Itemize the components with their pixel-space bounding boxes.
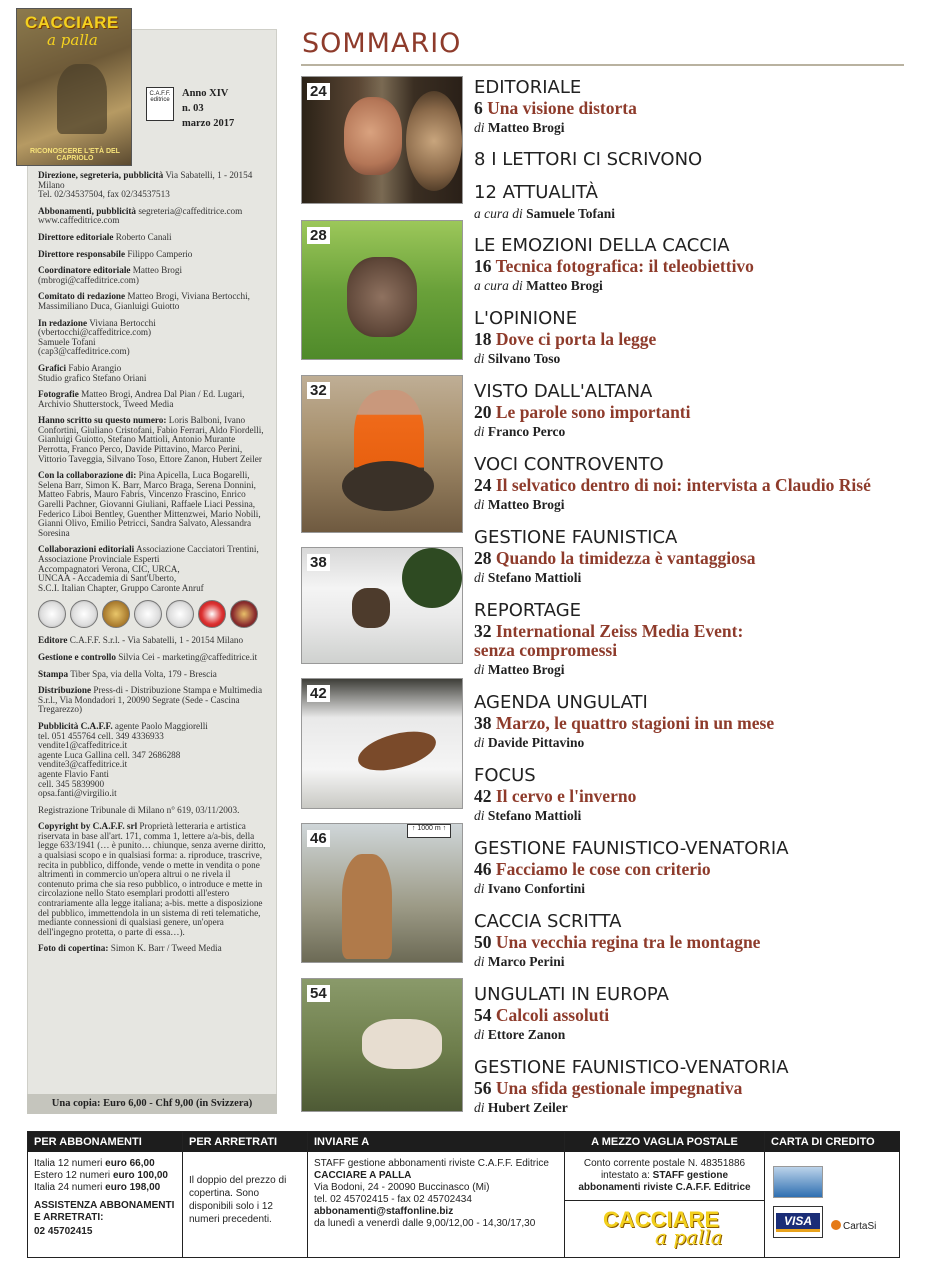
toc-author-line [474,349,914,368]
article-photo[interactable] [301,978,463,1112]
sub-plan-label: Italia 24 numeri [34,1182,103,1193]
toc-author: Stefano Mattioli [487,570,582,585]
toc-page: 38 [474,713,492,733]
masthead-block [38,822,268,937]
toc-author: Ettore Zanon [487,1027,566,1042]
toc-title: Calcoli assoluti [495,1005,610,1025]
toc-entry[interactable] [474,838,914,898]
toc-by: di [474,351,485,366]
toc-by: di [474,662,485,677]
toc-section: GESTIONE FAUNISTICO-VENATORIA [474,1057,789,1078]
toc-section: ATTUALITÀ [502,182,598,203]
toc-section: VOCI CONTROVENTO [474,454,664,475]
toc-author-line [474,118,914,137]
toc-author: Marco Perini [487,954,565,969]
toc-section: CACCIA SCRITTA [474,911,622,932]
issue-number: n. 03 [182,103,204,114]
toc-entry[interactable] [474,381,914,441]
toc-article[interactable] [474,714,914,733]
toc-entry[interactable] [474,984,914,1044]
send-to-email[interactable]: abbonamenti@staffonline.biz [314,1206,454,1217]
toc-page: 54 [474,1005,492,1025]
toc-article[interactable] [474,403,914,422]
toc-author-line [474,806,914,825]
masthead-text: Loris Balboni, Ivano Confortini, Giuliano Cristofani, Fabio Ferrari, Aldo Fiordelli, Gianluigi Guiotto, Stefano Mattioli, Antonio Murante Perrotta, Franco Perco, Davide Pittavino, Marco Perini, Vittorio Taveggia, Silvano Toso, Ettore Zanon, Hubert Zeiler [38,415,264,464]
toc-section-line [474,182,914,204]
postal-order-column [565,1132,765,1257]
toc-title: Una sfida gestionale impegnativa [495,1078,743,1098]
masthead-text: Silvia Cei - marketing@caffeditrice.it [118,651,258,662]
toc-author-line [474,568,914,587]
masthead-text: Matteo Brogi (mbrogi@caffeditrice.com) [38,265,183,285]
assistance-label: ASSISTENZA ABBONAMENTI [34,1200,175,1211]
masthead-text: Proprietà letteraria e artistica riservata in base all'art. 171, comma 1, lettere a/a-bis, della legge 633/1941 (… è punito… chiunque, senza averne diritto, a qualsiasi scopo e in qualsiasi forma: a. riproduce, trascrive, recita in pubblico, diffonde, vende o mette in vendita o pone altrimenti in commercio un'opera altrui o ne rivela il contenuto prima che sia reso pubblico, o introduce e mette in circolazione nello Stato esemplari prodotti all'estero contrariamente alla legge italiana; a-bis. mette a disposizione del pubblico, immettendola in un sistema di reti telematiche, mediante connessioni di qualsiasi genere, un'opera dell'ingegno protetta, o parte di essa…). [38,821,266,937]
masthead-block [38,722,268,799]
masthead-block-group-1 [38,171,268,593]
toc-title: Tecnica fotografica: il teleobiettivo [495,256,754,276]
toc-author: Franco Perco [487,424,566,439]
photo-page-number: 46 [307,830,330,847]
toc-entry[interactable] [474,600,914,679]
masthead-heading: Collaborazioni editoriali [38,544,135,555]
toc-author-line [474,879,914,898]
toc-entry[interactable] [474,1057,914,1117]
photo-page-number: 32 [307,382,330,399]
publisher-logo [146,87,174,121]
article-photo[interactable] [301,823,463,963]
masthead-text: segreteria@caffeditrice.com www.caffeditrice.com [38,205,243,226]
toc-title: Il selvatico dentro di noi: intervista a Claudio Risé [495,475,871,495]
masthead-text: Matteo Brogi, Andrea Dal Pian / Ed. Lugari, Archivio Shutterstock, Tweed Media [38,389,245,409]
toc-article[interactable] [474,933,914,952]
masthead-text: Registrazione Tribunale di Milano n° 619, 03/11/2003. [38,804,240,815]
postal-account: Conto corrente postale N. 48351886 [583,1158,746,1169]
toc-entry[interactable] [474,765,914,825]
boar-figure [342,461,434,511]
visa-icon[interactable] [773,1206,823,1238]
toc-article[interactable] [474,1079,914,1098]
assistance-phone[interactable]: 02 45702415 [34,1226,93,1237]
send-to-body [308,1152,564,1236]
toc-author-line [474,204,914,223]
masthead-block [38,292,268,311]
masthead-heading: Abbonamenti, pubblicità [38,205,137,216]
toc-title: Marzo, le quattro stagioni in un mese [495,713,775,733]
toc-page: 12 [474,182,497,203]
send-to-header: INVIARE A [308,1132,564,1152]
toc-title: Le parole sono importanti [495,402,691,422]
toc-section: REPORTAGE [474,600,582,621]
masthead-block [38,670,268,680]
toc-title: Una visione distorta [487,98,637,118]
toc-entry[interactable] [474,77,914,137]
badge-icon [166,600,194,628]
masthead-text: Tiber Spa, via della Volta, 179 - Brescia [70,668,217,679]
photo-page-number: 24 [307,83,330,100]
toc-author: Matteo Brogi [526,278,603,293]
publisher-logo-sub: editrice [150,97,170,103]
badge-icon [198,600,226,628]
back-issues-text: Il doppio del prezzo di copertina. Sono disponibili solo i 12 numeri precedenti. [189,1175,287,1225]
masthead-heading: Stampa [38,668,69,679]
price-bar: Una copia: Euro 6,00 - Chf 9,00 (in Svizzera) [27,1094,277,1114]
toc-section: GESTIONE FAUNISTICO-VENATORIA [474,838,789,859]
toc-title: Facciamo le cose con criterio [495,859,711,879]
visa-label: VISA [776,1213,820,1232]
cover-title: CACCIARE [25,13,119,32]
masthead-block-group-2 [38,636,268,954]
masthead-heading: Copyright by C.A.F.F. srl [38,821,138,832]
toc-entry[interactable] [474,308,914,368]
masthead-heading: Direttore editoriale [38,231,114,242]
toc-article[interactable] [474,1006,914,1025]
badge-icon [230,600,258,628]
masthead-block [38,416,268,464]
postal-order-body [565,1152,764,1200]
toc-article[interactable] [474,99,914,118]
issue-info [182,86,234,131]
masthead-text: Via Sabatelli, 1 - 20154 Milano Tel. 02/34537504, fax 02/34537513 [38,170,253,200]
masthead-text: Simon K. Barr / Tweed Media [110,943,222,954]
masthead-text: agente Paolo Maggiorelli tel. 051 455764 cell. 349 4336933 vendite1@caffeditrice.it agente Luca Gallina cell. 347 2686288 vendite3@caffeditrice.it agente Flavio Fanti cell. 345 5839900 opsa.fanti@virgilio.it [38,720,208,799]
toc-author: Samuele Tofani [526,206,616,221]
masthead-heading: Grafici [38,362,67,373]
masthead-heading: Foto di copertina: [38,943,109,954]
toc-section: AGENDA UNGULATI [474,692,648,713]
masthead-heading: Hanno scritto su questo numero: [38,415,167,426]
toc-section: FOCUS [474,765,536,786]
toc-author-line [474,1025,914,1044]
photo-page-number: 54 [307,985,330,1002]
send-to-hours: da lunedì a venerdì dalle 9,00/12,00 - 14,30/17,30 [314,1218,536,1229]
toc-by: di [474,497,485,512]
back-issues-header: PER ARRETRATI [183,1132,307,1152]
cartasi-label: CartaSi [843,1221,877,1232]
toc-by: di [474,120,485,135]
amex-icon[interactable] [773,1166,823,1198]
toc-title: Quando la timidezza è vantaggiosa [495,548,756,568]
toc-article[interactable] [474,622,914,641]
cover-subtitle: a palla [47,31,98,49]
toc-entry[interactable] [474,911,914,971]
toc-author: Hubert Zeiler [487,1100,568,1115]
toc-section: LE EMOZIONI DELLA CACCIA [474,235,730,256]
cover-hunter-figure [57,64,107,134]
cover-thumbnail[interactable] [16,8,132,166]
toc-section: UNGULATI IN EUROPA [474,984,669,1005]
title-divider [301,64,904,66]
boar-figure [347,257,417,337]
toc-section: L'OPINIONE [474,308,578,329]
masthead-block [38,250,268,260]
toc-section: EDITORIALE [474,77,582,98]
article-photo[interactable] [301,375,463,533]
article-photo[interactable] [301,76,463,204]
masthead-text: Viviana Bertocchi (vbertocchi@caffeditrice.com) Samuele Tofani (cap3@caffeditrice.com) [38,317,156,357]
toc-author: Ivano Confortini [487,881,586,896]
toc-author-line [474,1098,914,1117]
toc-article[interactable] [474,330,914,349]
masthead-block [38,266,268,285]
send-to-address: Via Bodoni, 24 - 20090 Buccinasco (Mi) [314,1182,490,1193]
toc-entry[interactable] [474,692,914,752]
toc-author: Silvano Toso [487,351,561,366]
sub-plan-price: euro 100,00 [112,1170,168,1181]
issue-date: marzo 2017 [182,118,235,129]
toc-by: di [474,881,485,896]
toc-page: 56 [474,1078,492,1098]
toc-author-line [474,952,914,971]
credit-card-header: CARTA DI CREDITO [765,1132,900,1152]
postal-to-label: intestato a: [600,1170,650,1181]
toc-author-line [474,660,914,679]
toc-by: di [474,954,485,969]
toc-page: 32 [474,621,492,641]
masthead-heading: Direzione, segreteria, pubblicità [38,170,164,180]
toc-entry[interactable] [474,527,914,587]
toc-by: a cura di [474,206,523,221]
subscriptions-body [28,1152,182,1244]
doe-figure [342,854,392,959]
toc-section-line [474,149,914,171]
toc-section: I LETTORI CI SCRIVONO [491,149,703,170]
lion-painting-figure [406,91,462,191]
subscriptions-header: PER ABBONAMENTI [28,1132,182,1152]
article-photo[interactable] [301,220,463,360]
masthead-text: Associazione Cacciatori Trentini, Associazione Provinciale Esperti Accompagnatori Verona, CIC, URCA, UNCAA - Accademia di Sant'Uberto, S.C.I. Italian Chapter, Gruppo Caronte Anruf [38,544,259,593]
toc-by: di [474,808,485,823]
toc-section: VISTO DALL'ALTANA [474,381,653,402]
cartasi-icon [831,1220,841,1230]
article-photo[interactable] [301,678,463,809]
magazine-logo-subtitle: a palla [655,1225,723,1249]
stag-figure [362,1019,442,1069]
masthead-block [38,233,268,243]
photo-page-number: 42 [307,685,330,702]
masthead-block [38,686,268,715]
toc-by: di [474,1100,485,1115]
masthead-heading: In redazione [38,317,88,328]
masthead-block [38,364,268,383]
toc-page: 42 [474,786,492,806]
masthead-block [38,944,268,954]
deer-figure [354,724,440,778]
send-to-magazine: CACCIARE A PALLA [314,1170,412,1181]
badge-icon [38,600,66,628]
send-to-column [308,1132,565,1257]
toc-title-continued[interactable]: senza compromessi [474,640,618,660]
masthead-block [38,636,268,646]
toc-page: 28 [474,548,492,568]
toc-page: 20 [474,402,492,422]
cartasi-logo[interactable] [831,1220,876,1232]
toc-article[interactable] [474,787,914,806]
sub-plan-price: euro 66,00 [105,1158,155,1169]
cover-tagline: RICONOSCERE L'ETÀ DEL CAPRIOLO [30,148,120,162]
masthead-heading: Distribuzione [38,685,92,696]
masthead-text: C.A.F.F. S.r.l. - Via Sabatelli, 1 - 20154 Milano [69,635,244,646]
toc-author: Davide Pittavino [487,735,585,750]
sub-plan-label: Italia 12 numeri [34,1158,103,1169]
back-issues-column [183,1132,308,1257]
toc-author: Matteo Brogi [487,497,565,512]
masthead-block [38,653,268,663]
magazine-logo-title: CACCIARE [603,1207,720,1232]
toc-title: International Zeiss Media Event: [495,621,744,641]
photo-page-number: 28 [307,227,330,244]
toc-author-line [474,422,914,441]
assistance-label-2: E ARRETRATI: [34,1212,104,1223]
masthead-block [38,207,268,226]
sub-plan-price: euro 198,00 [105,1182,161,1193]
masthead-heading: Comitato di redazione [38,291,126,302]
toc-author: Stefano Mattioli [487,808,582,823]
masthead-text: Roberto Canali [115,231,172,242]
toc-by: a cura di [474,278,523,293]
postal-to-name: STAFF gestione [652,1170,729,1181]
tree-figure [402,548,462,608]
masthead-heading: Coordinatore editoriale [38,265,131,276]
toc-author-line [474,276,914,295]
toc-article[interactable] [474,549,914,568]
masthead-text: Fabio Arangio Studio grafico Stefano Oriani [38,362,147,383]
masthead-heading: Con la collaborazione di: [38,470,137,481]
toc-title: Dove ci porta la legge [495,329,657,349]
badge-icon [102,600,130,628]
chamois-figure [352,588,390,628]
credit-card-column [765,1132,900,1257]
masthead-heading: Editore [38,635,68,646]
send-to-phone[interactable]: tel. 02 45702415 - fax 02 45702434 [314,1194,472,1205]
toc-article[interactable] [474,860,914,879]
send-to-line: STAFF gestione abbonamenti riviste C.A.F.F. Editrice [314,1158,549,1169]
masthead-heading: Direttore responsabile [38,248,126,259]
toc-page: 46 [474,859,492,879]
subscriptions-column [28,1132,183,1257]
toc-entry[interactable] [474,235,914,295]
toc-page: 16 [474,256,492,276]
toc-by: di [474,424,485,439]
toc-page: 6 [474,98,483,118]
toc-author: Matteo Brogi [487,120,565,135]
magazine-logo [565,1200,764,1256]
masthead-text: Filippo Camperio [127,248,193,259]
publisher-logo-name: C.A.F.F. [149,91,171,97]
masthead-text: Matteo Brogi, Viviana Bertocchi, Massimiliano Duca, Gianluigi Guiotto [38,291,250,311]
postal-to-name-2: abbonamenti riviste C.A.F.F. Editrice [578,1182,751,1193]
toc-page: 50 [474,932,492,952]
badge-icon [134,600,162,628]
toc-entry[interactable] [474,454,914,514]
masthead-block [38,171,268,200]
toc-author-line [474,733,914,752]
toc-article[interactable] [474,476,914,495]
postal-order-header: A MEZZO VAGLIA POSTALE [565,1132,764,1152]
toc-title: Il cervo e l'inverno [495,786,637,806]
road-sign: ↑ 1000 m ↑ [407,824,451,838]
masthead-block [38,806,268,816]
masthead-block [38,471,268,538]
masthead-text: Pina Apicella, Luca Bogarelli, Selena Barr, Simon K. Barr, Marco Braga, Serena Donnini, Matteo Fabris, Mauro Fabris, Vincenzo Frascino, Enrico Garelli Pachner, Giovanni Giuliani, Raffaele Liaci Pessina, Federico Liboi Bentley, Guenther Mittenzwei, Mario Nobili, Gianni Olivo, Emilio Petricci, Sandra Salvato, Alessandra Soresina [38,470,261,538]
masthead-heading: Fotografie [38,389,79,400]
masthead-text: Press-di - Distribuzione Stampa e Multimedia S.r.l., Via Mondadori 1, 20090 Segrate (Sede - Cascina Tregarezzo) [38,685,263,715]
photo-page-number: 38 [307,554,330,571]
masthead-block [38,319,268,357]
toc-author: Matteo Brogi [487,662,565,677]
toc-title: Una vecchia regina tra le montagne [495,932,761,952]
toc-page: 24 [474,475,492,495]
toc-page: 8 [474,149,486,170]
sub-plan-label: Estero 12 numeri [34,1170,111,1181]
portrait-figure [344,97,402,175]
toc-section: GESTIONE FAUNISTICA [474,527,678,548]
badge-icon [70,600,98,628]
toc-by: di [474,1027,485,1042]
toc-entry[interactable] [474,149,914,171]
subscription-table [27,1131,900,1258]
toc-author-line [474,495,914,514]
page-title: SOMMARIO [302,28,462,59]
toc-page: 18 [474,329,492,349]
article-photo[interactable] [301,547,463,664]
toc-by: di [474,735,485,750]
toc-by: di [474,570,485,585]
masthead-credits [38,171,268,961]
masthead-heading: Pubblicità C.A.F.F. [38,720,113,731]
masthead-block [38,390,268,409]
issue-year: Anno XIV [182,88,229,99]
masthead-heading: Gestione e controllo [38,651,116,662]
partner-badges [38,600,268,628]
toc-article[interactable] [474,257,914,276]
masthead-block [38,545,268,593]
toc-entry[interactable] [474,182,914,223]
